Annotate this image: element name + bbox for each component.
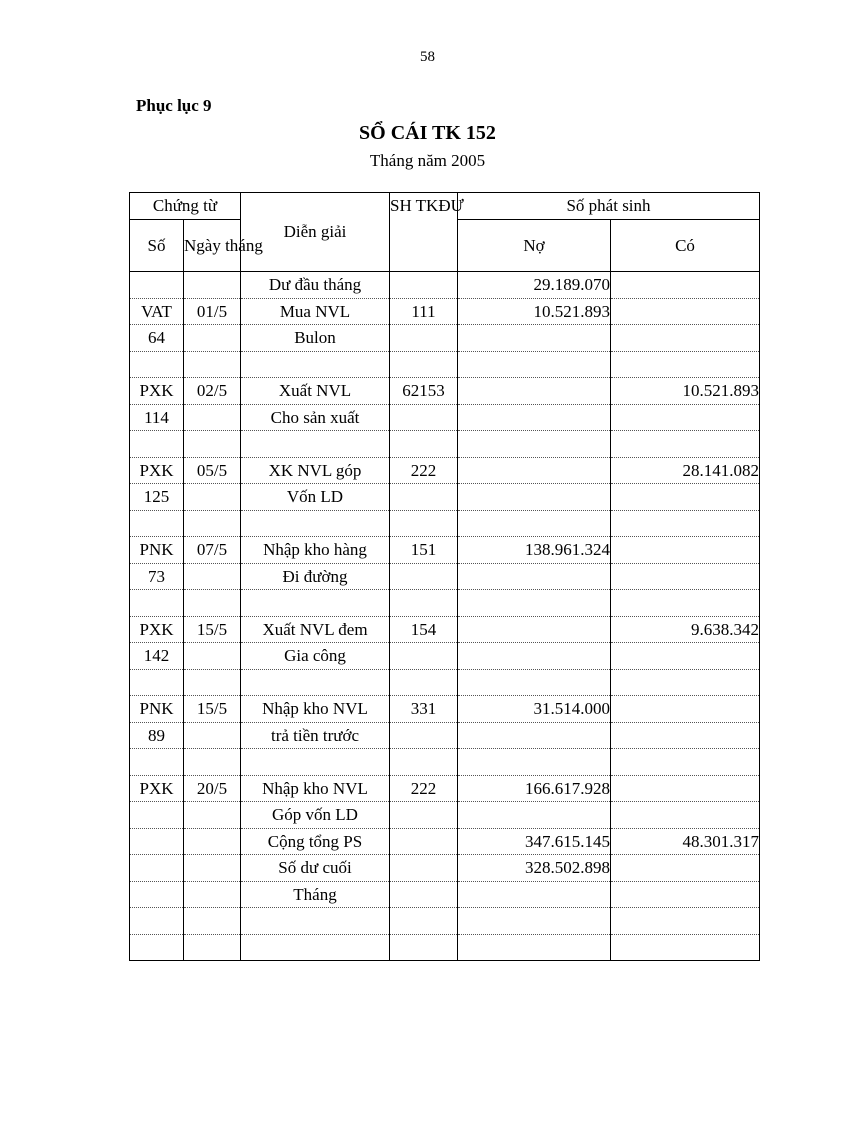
cell-debit: 29.189.070 — [458, 272, 611, 299]
cell-debit — [458, 722, 611, 749]
cell-debit — [458, 669, 611, 696]
table-row — [130, 351, 760, 378]
table-row — [130, 881, 760, 908]
cell-voucher-number — [130, 828, 184, 855]
cell-voucher-number — [130, 802, 184, 829]
cell-voucher-number — [130, 351, 184, 378]
cell-voucher-number — [130, 510, 184, 537]
cell-account: 151 — [390, 537, 458, 564]
cell-credit: 10.521.893 — [611, 378, 760, 405]
cell-voucher-number: 142 — [130, 643, 184, 670]
cell-description: Góp vốn LD — [241, 802, 390, 829]
cell-date — [184, 563, 241, 590]
cell-voucher-number — [130, 855, 184, 882]
cell-debit — [458, 643, 611, 670]
header-number: Số — [130, 220, 184, 272]
cell-description: Mua NVL — [241, 298, 390, 325]
table-row — [130, 537, 760, 564]
cell-debit — [458, 590, 611, 617]
cell-account — [390, 272, 458, 299]
cell-credit — [611, 722, 760, 749]
appendix-label: Phục lục 9 — [136, 96, 212, 115]
cell-description — [241, 908, 390, 935]
cell-voucher-number: 125 — [130, 484, 184, 511]
cell-credit — [611, 537, 760, 564]
cell-account — [390, 802, 458, 829]
cell-credit — [611, 908, 760, 935]
cell-voucher-number — [130, 881, 184, 908]
cell-description: Số dư cuối — [241, 855, 390, 882]
cell-account: 222 — [390, 457, 458, 484]
cell-voucher-number — [130, 272, 184, 299]
cell-voucher-number: VAT — [130, 298, 184, 325]
cell-credit — [611, 563, 760, 590]
cell-voucher-number: 73 — [130, 563, 184, 590]
cell-description: Nhập kho NVL — [241, 696, 390, 723]
cell-voucher-number: PNK — [130, 696, 184, 723]
cell-account — [390, 510, 458, 537]
cell-credit — [611, 510, 760, 537]
table-row — [130, 616, 760, 643]
table-row — [130, 828, 760, 855]
cell-voucher-number — [130, 934, 184, 961]
table-row — [130, 775, 760, 802]
cell-date — [184, 351, 241, 378]
cell-voucher-number: PXK — [130, 457, 184, 484]
cell-debit — [458, 404, 611, 431]
cell-date: 01/5 — [184, 298, 241, 325]
cell-credit — [611, 775, 760, 802]
cell-date: 02/5 — [184, 378, 241, 405]
cell-description: Cộng tổng PS — [241, 828, 390, 855]
cell-credit — [611, 484, 760, 511]
cell-description: Xuất NVL — [241, 378, 390, 405]
header-row — [130, 193, 760, 220]
cell-debit — [458, 457, 611, 484]
cell-description: Bulon — [241, 325, 390, 352]
page-title: SỔ CÁI TK 152 — [359, 122, 496, 144]
cell-voucher-number — [130, 590, 184, 617]
cell-account: 62153 — [390, 378, 458, 405]
page-number: 58 — [420, 49, 435, 65]
cell-voucher-number — [130, 669, 184, 696]
cell-date — [184, 802, 241, 829]
cell-credit — [611, 590, 760, 617]
cell-voucher-number — [130, 431, 184, 458]
cell-debit — [458, 749, 611, 776]
header-account: SH TKĐƯ — [390, 193, 458, 272]
cell-credit: 9.638.342 — [611, 616, 760, 643]
cell-debit — [458, 325, 611, 352]
table-row — [130, 484, 760, 511]
cell-voucher-number: PXK — [130, 616, 184, 643]
cell-description: XK NVL góp — [241, 457, 390, 484]
cell-credit — [611, 802, 760, 829]
cell-debit — [458, 563, 611, 590]
cell-voucher-number: PNK — [130, 537, 184, 564]
cell-date — [184, 828, 241, 855]
page-subtitle: Tháng năm 2005 — [369, 151, 486, 170]
cell-voucher-number: PXK — [130, 378, 184, 405]
cell-debit — [458, 431, 611, 458]
cell-account — [390, 908, 458, 935]
ledger-body — [130, 272, 760, 961]
cell-voucher-number — [130, 749, 184, 776]
cell-date — [184, 934, 241, 961]
cell-debit — [458, 484, 611, 511]
cell-description: trả tiền trước — [241, 722, 390, 749]
cell-account — [390, 643, 458, 670]
cell-date: 15/5 — [184, 696, 241, 723]
table-row — [130, 378, 760, 405]
cell-date — [184, 272, 241, 299]
cell-debit — [458, 908, 611, 935]
cell-debit — [458, 378, 611, 405]
cell-account — [390, 881, 458, 908]
cell-account — [390, 828, 458, 855]
cell-account — [390, 934, 458, 961]
cell-voucher-number: PXK — [130, 775, 184, 802]
cell-account — [390, 431, 458, 458]
cell-debit: 166.617.928 — [458, 775, 611, 802]
table-row — [130, 325, 760, 352]
cell-credit — [611, 749, 760, 776]
cell-credit — [611, 934, 760, 961]
cell-date — [184, 855, 241, 882]
cell-account — [390, 855, 458, 882]
cell-debit: 31.514.000 — [458, 696, 611, 723]
cell-voucher-number: 64 — [130, 325, 184, 352]
header-date: Ngày tháng — [184, 220, 241, 272]
cell-account — [390, 669, 458, 696]
cell-date — [184, 749, 241, 776]
table-row — [130, 563, 760, 590]
table-row — [130, 855, 760, 882]
cell-credit — [611, 669, 760, 696]
table-row — [130, 431, 760, 458]
cell-debit — [458, 510, 611, 537]
cell-debit: 138.961.324 — [458, 537, 611, 564]
table-row — [130, 669, 760, 696]
cell-credit — [611, 351, 760, 378]
cell-account: 331 — [390, 696, 458, 723]
cell-credit — [611, 696, 760, 723]
cell-description — [241, 510, 390, 537]
cell-account: 111 — [390, 298, 458, 325]
cell-account: 154 — [390, 616, 458, 643]
cell-description: Đi đường — [241, 563, 390, 590]
cell-credit — [611, 855, 760, 882]
cell-date — [184, 590, 241, 617]
cell-description — [241, 431, 390, 458]
cell-credit: 48.301.317 — [611, 828, 760, 855]
cell-debit — [458, 934, 611, 961]
cell-description: Gia công — [241, 643, 390, 670]
cell-description — [241, 351, 390, 378]
cell-date: 15/5 — [184, 616, 241, 643]
cell-date: 07/5 — [184, 537, 241, 564]
cell-account — [390, 325, 458, 352]
cell-date — [184, 325, 241, 352]
cell-account — [390, 404, 458, 431]
cell-credit — [611, 325, 760, 352]
table-row — [130, 802, 760, 829]
cell-voucher-number: 89 — [130, 722, 184, 749]
cell-account — [390, 563, 458, 590]
table-row — [130, 643, 760, 670]
cell-account — [390, 722, 458, 749]
cell-debit — [458, 351, 611, 378]
cell-voucher-number — [130, 908, 184, 935]
cell-description — [241, 669, 390, 696]
table-row — [130, 722, 760, 749]
cell-date — [184, 431, 241, 458]
cell-description: Nhập kho NVL — [241, 775, 390, 802]
cell-date: 20/5 — [184, 775, 241, 802]
cell-debit — [458, 881, 611, 908]
cell-credit — [611, 881, 760, 908]
cell-credit — [611, 298, 760, 325]
cell-debit: 328.502.898 — [458, 855, 611, 882]
cell-description: Nhập kho hàng — [241, 537, 390, 564]
cell-date — [184, 484, 241, 511]
ledger-table — [129, 192, 760, 961]
cell-description: Dư đầu tháng — [241, 272, 390, 299]
table-row — [130, 510, 760, 537]
table-row — [130, 749, 760, 776]
table-row — [130, 590, 760, 617]
cell-description — [241, 590, 390, 617]
cell-debit — [458, 616, 611, 643]
header-amounts: Số phát sinh — [458, 193, 760, 220]
cell-date — [184, 669, 241, 696]
cell-description: Vốn LD — [241, 484, 390, 511]
table-row — [130, 934, 760, 961]
table-row — [130, 298, 760, 325]
cell-credit — [611, 643, 760, 670]
cell-description: Cho sản xuất — [241, 404, 390, 431]
cell-credit: 28.141.082 — [611, 457, 760, 484]
cell-description — [241, 749, 390, 776]
table-row — [130, 404, 760, 431]
cell-account — [390, 749, 458, 776]
header-debit: Nợ — [458, 220, 611, 272]
cell-voucher-number: 114 — [130, 404, 184, 431]
header-credit: Có — [611, 220, 760, 272]
cell-date: 05/5 — [184, 457, 241, 484]
cell-account — [390, 590, 458, 617]
cell-credit — [611, 272, 760, 299]
cell-date — [184, 722, 241, 749]
table-row — [130, 457, 760, 484]
table-row — [130, 696, 760, 723]
cell-description: Tháng — [241, 881, 390, 908]
cell-credit — [611, 431, 760, 458]
header-description: Diễn giải — [241, 193, 390, 272]
table-row — [130, 272, 760, 299]
cell-debit: 10.521.893 — [458, 298, 611, 325]
cell-account — [390, 351, 458, 378]
cell-date — [184, 510, 241, 537]
cell-account: 222 — [390, 775, 458, 802]
cell-account — [390, 484, 458, 511]
header-voucher: Chứng từ — [130, 193, 241, 220]
cell-credit — [611, 404, 760, 431]
cell-date — [184, 643, 241, 670]
cell-description — [241, 934, 390, 961]
cell-date — [184, 404, 241, 431]
cell-debit: 347.615.145 — [458, 828, 611, 855]
cell-date — [184, 908, 241, 935]
cell-description: Xuất NVL đem — [241, 616, 390, 643]
cell-date — [184, 881, 241, 908]
table-row — [130, 908, 760, 935]
cell-debit — [458, 802, 611, 829]
